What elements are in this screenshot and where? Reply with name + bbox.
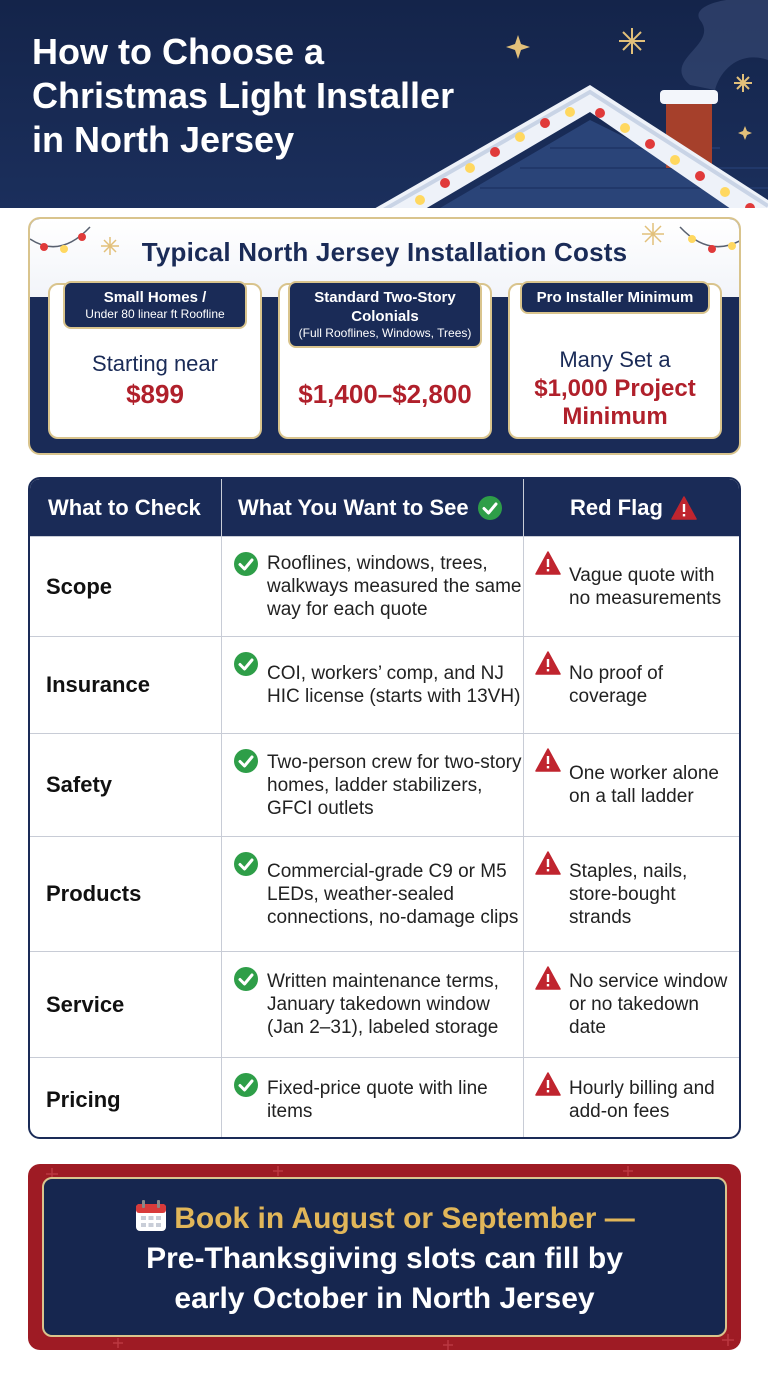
banner-text: Book in August or September — Pre-Thanksgiving slots can fill by early October in North Jersey [44, 1199, 725, 1319]
cost-heading: Typical North Jersey Installation Costs [141, 237, 628, 267]
red-flag-text: Hourly billing and add-on fees [569, 1077, 715, 1122]
want-cell [233, 637, 523, 733]
row-label: Insurance [46, 672, 150, 697]
cost-card-pro-minimum [508, 283, 722, 439]
table-row [30, 536, 739, 636]
check-circle-icon [233, 551, 259, 577]
table-row [30, 733, 739, 836]
want-cell [233, 1058, 523, 1139]
want-cell [233, 952, 523, 1057]
table-header [30, 479, 739, 536]
check-circle-icon [233, 1072, 259, 1098]
header-what-you-want: What You Want to See [238, 479, 503, 536]
cost-card-price: $899 [126, 379, 184, 409]
cost-panel [28, 217, 741, 455]
cost-card-pre: Starting near [92, 351, 218, 376]
want-text: Two-person crew for two-story homes, ladder stabilizers, GFCI outlets [267, 751, 522, 819]
warning-triangle-icon [535, 551, 561, 575]
warning-triangle-icon [535, 851, 561, 875]
want-text: COI, workers’ comp, and NJ HIC license (starts with 13VH) [267, 663, 521, 707]
table-row [30, 836, 739, 951]
check-circle-icon [233, 966, 259, 992]
red-flag-cell [535, 952, 735, 1057]
table-row [30, 1057, 739, 1139]
check-circle-icon [233, 748, 259, 774]
warning-triangle-icon [671, 496, 697, 520]
check-circle-icon [233, 651, 259, 677]
warning-triangle-icon [535, 1072, 561, 1096]
banner-panel [42, 1177, 727, 1337]
red-flag-cell [535, 637, 735, 733]
header-what-to-check: What to Check [48, 494, 201, 520]
cost-card-price: $1,000 Project Minimum [534, 375, 696, 430]
want-text: Rooflines, windows, trees, walkways measured the same way for each quote [267, 553, 522, 620]
check-circle-icon [477, 495, 503, 521]
red-flag-cell [535, 734, 735, 836]
cost-card-label: Standard Two-Story Colonials (Full Rooflines, Windows, Trees) [288, 281, 482, 348]
red-flag-text: Vague quote with no measurements [569, 564, 722, 609]
header [0, 0, 768, 208]
page-title: How to Choose a Christmas Light Installer in North Jersey [32, 31, 455, 160]
red-flag-cell [535, 537, 735, 636]
cost-card-label: Small Homes / Under 80 linear ft Roofline [63, 281, 247, 329]
red-flag-cell [535, 1058, 735, 1139]
want-cell [233, 537, 523, 636]
warning-triangle-icon [535, 966, 561, 990]
calendar-icon [134, 1199, 168, 1233]
table-row [30, 951, 739, 1057]
cost-card-pre: Many Set a [559, 347, 671, 372]
row-label: Pricing [46, 1086, 121, 1112]
cost-card-label: Pro Installer Minimum [520, 281, 710, 314]
red-flag-text: No proof of coverage [569, 663, 663, 707]
red-flag-cell [535, 837, 735, 951]
warning-triangle-icon [535, 651, 561, 675]
header-red-flag: Red Flag [570, 479, 697, 536]
row-label: Scope [46, 573, 113, 599]
row-label: Service [46, 991, 125, 1017]
want-text: Written maintenance terms, January takedown window (Jan 2–31), labeled storage [267, 971, 499, 1038]
row-label: Products [46, 881, 142, 906]
row-label: Safety [46, 772, 113, 797]
booking-banner [28, 1164, 741, 1350]
cost-card-small-homes [48, 283, 262, 439]
cost-card-price: $1,400–$2,800 [298, 379, 472, 409]
red-flag-text: No service window or no takedown date [569, 971, 728, 1038]
red-flag-text: Staples, nails, store-bought strands [569, 860, 688, 928]
want-text: Commercial-grade C9 or M5 LEDs, weather-sealed connections, no-damage clips [267, 860, 519, 928]
red-flag-text: One worker alone on a tall ladder [569, 763, 719, 807]
warning-triangle-icon [535, 748, 561, 772]
comparison-table [28, 477, 741, 1139]
check-circle-icon [233, 851, 259, 877]
want-text: Fixed-price quote with line items [267, 1077, 488, 1122]
want-cell [233, 837, 523, 951]
table-row [30, 636, 739, 733]
want-cell [233, 734, 523, 836]
cost-card-two-story [278, 283, 492, 439]
